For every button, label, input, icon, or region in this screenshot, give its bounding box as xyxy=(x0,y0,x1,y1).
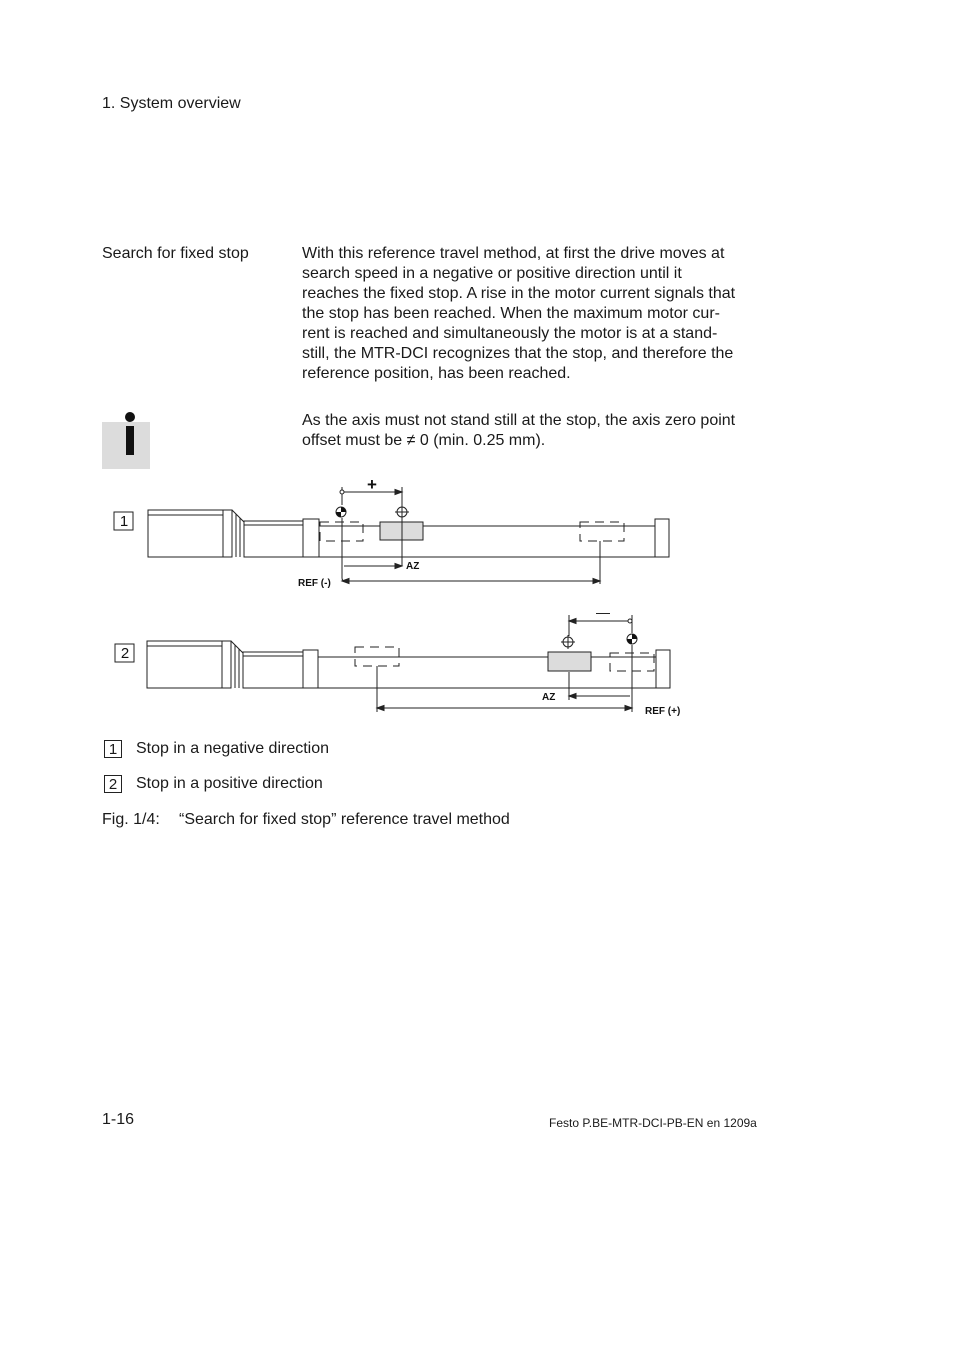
legend-text-2: Stop in a positive direction xyxy=(136,775,323,792)
fixed-stop-diagram xyxy=(0,470,954,730)
end-stop xyxy=(655,519,669,557)
panel2-marker: 2 xyxy=(120,645,130,662)
slide xyxy=(548,652,591,671)
section-side-label: Search for fixed stop xyxy=(102,245,249,262)
motor-body xyxy=(148,510,223,557)
panel2-ref-label: REF (+) xyxy=(645,706,681,717)
figure-title: “Search for fixed stop” reference travel method xyxy=(179,811,510,828)
panel1-marker: 1 xyxy=(119,513,129,530)
axis-housing xyxy=(244,521,303,557)
body-line: rent is reached and simultaneously the motor is at a stand- xyxy=(302,325,718,342)
legend-marker-2: 2 xyxy=(104,775,122,793)
body-line: still, the MTR-DCI recognizes that the stop, and therefore the xyxy=(302,345,734,362)
legend-text-1: Stop in a negative direction xyxy=(136,740,330,757)
ref-point-symbol xyxy=(336,507,346,517)
panel-positive-stop xyxy=(115,615,670,712)
panel1-direction-sign: + xyxy=(367,475,377,494)
body-line: search speed in a negative or positive direction until it xyxy=(302,265,682,282)
body-line: reaches the fixed stop. A rise in the motor current signals that xyxy=(302,285,736,302)
note-text xyxy=(302,411,742,451)
end-stop xyxy=(656,650,670,688)
body-line: With this reference travel method, at first the drive moves at xyxy=(302,245,725,262)
motor-body xyxy=(147,641,222,688)
ref-point-symbol xyxy=(627,634,637,644)
legend-marker-1: 1 xyxy=(104,740,122,758)
panel1-ref-label: REF (-) xyxy=(298,578,331,589)
info-icon xyxy=(123,411,137,457)
body-line: the stop has been reached. When the maximum motor cur- xyxy=(302,305,720,322)
section-body xyxy=(302,244,742,384)
chapter-heading: 1. System overview xyxy=(102,95,241,112)
page-number: 1-16 xyxy=(102,1111,135,1128)
panel2-direction-sign: — xyxy=(596,604,610,620)
axis-housing xyxy=(243,652,303,688)
panel2-az-label: AZ xyxy=(542,692,556,703)
footer-doc-id: Festo P.BE-MTR-DCI-PB-EN en 1209a xyxy=(549,1116,757,1130)
note-line: offset must be ≠ 0 (min. 0.25 mm). xyxy=(302,432,546,449)
panel-negative-stop xyxy=(114,487,669,584)
body-line: reference position, has been reached. xyxy=(302,365,571,382)
panel1-az-label: AZ xyxy=(406,561,420,572)
zero-point-symbol xyxy=(561,635,575,649)
zero-point-symbol xyxy=(395,505,409,519)
figure-number: Fig. 1/4: xyxy=(102,811,160,828)
fixed-stop-dashed xyxy=(580,522,624,541)
note-line: As the axis must not stand still at the stop, the axis zero point xyxy=(302,412,736,429)
